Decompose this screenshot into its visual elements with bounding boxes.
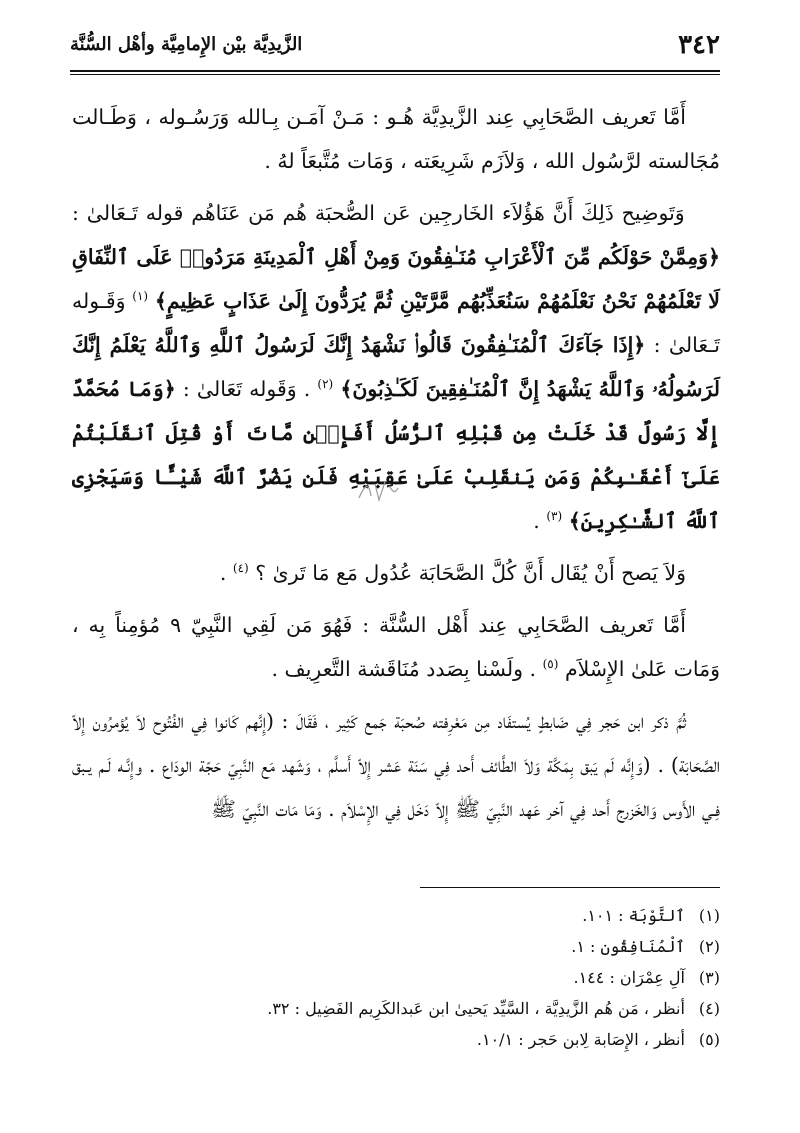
page-header	[70, 28, 720, 68]
quran-verse-al-imran: ﴿وَمَا مُحَمَّدٌ إِلَّا رَسُولٌ قَدْ خَلَتْ مِن قَبْلِهِ ٱلرُّسُلُ أَفَإِي۟ن مَّاتَ أَوْ قُتِلَ ٱنقَلَبْتُمْ عَلَىٰٓ أَعْقَـٰبِكُمْ وَمَن يَنقَلِبْ عَلَىٰ عَقِبَيْهِ فَلَن يَضُرَّ ٱللَّهَ شَيْـًٔا وَسَيَجْزِى ٱللَّهُ ٱلشَّـٰكِرِينَ﴾	[72, 377, 720, 533]
footnote-number: (٢)	[698, 937, 720, 956]
footnote-5	[72, 1024, 720, 1055]
footnote-number: (٥)	[698, 1030, 720, 1049]
paragraph-sunni-definition	[72, 603, 720, 691]
footnote-text: ٱلْمُنَافِقُون : ١.	[571, 937, 685, 956]
paragraph-text: .	[533, 509, 540, 533]
paragraph-text: . وَقَوله تَعَالىٰ :	[175, 377, 311, 401]
paragraph-text: .	[219, 561, 227, 585]
footnote-text: ٱلتَّوْبَة : ١٠١.	[582, 906, 685, 925]
paragraph-text: أَمَّا تَعريف الصَّحَابِي عِند الزَّيدِيَّة هُـو : مَـنْ آمَـن بِـالله وَرَسُـوله ، وَطَـالت مُجَالسته لرَّسُول الله ، وَلاَزَم شَرِيعَته ، وَمَات مُتَّبعَاً لهُ .	[72, 105, 720, 173]
paragraph-text: وَلاَ يَصح أَنْ يُقَال أَنَّ كُلَّ الصَّحَابَة عُدُول مَع مَا تَرىٰ ؟	[255, 561, 686, 585]
paragraph-text: أَمَّا تَعريف الصَّحَابِي عِند أَهْل السُّنَّة : فَهُوَ مَن لَقِي النَّبِيّ ٩ مُؤمِناً بِه ، وَمَات عَلىٰ الإِسْلاَم	[72, 613, 720, 681]
footnote-1	[72, 900, 720, 931]
footnote-ref-1[interactable]: (١)	[132, 289, 149, 304]
footnotes-divider	[420, 887, 720, 888]
footnote-text: أنظر ، الإِصَابة لِابن حَجر : ١٠/١.	[476, 1030, 685, 1049]
footnote-3	[72, 962, 720, 993]
footnote-text: آلِ عِمْرَان : ١٤٤.	[573, 968, 685, 987]
quran-verse-munafiqun: ﴿إِذَا جَآءَكَ ٱلْمُنَـٰفِقُونَ قَالُوا۟ نَشْهَدُ إِنَّكَ لَرَسُولُ ٱللَّهِ وَٱللَّهُ يَعْلَمُ إِنَّكَ لَرَسُولُهُۥ وَٱللَّهُ يَشْهَدُ إِنَّ ٱلْمُنَـٰفِقِينَ لَكَـٰذِبُونَ﴾	[72, 333, 720, 401]
paragraph-question	[72, 551, 720, 595]
paragraph-text: وَتَوضِيح ذَلِكَ أَنَّ هَؤُلاَء الخَارجِين عَن الصُّحبَة هُم مَن عَنَاهُم قوله تَـعَالىٰ :	[72, 201, 685, 225]
paragraph-text: وَقَـوله تَـعَالىٰ :	[72, 289, 720, 357]
footnote-ref-5[interactable]: (٥)	[542, 657, 559, 672]
page-number: ٣٤٢	[678, 30, 720, 60]
footnotes	[72, 900, 720, 1055]
footnote-ref-3[interactable]: (٣)	[546, 509, 563, 524]
paragraph-text: . ولَسْنا بِصَدد مُنَاقَشة التَّعرِيف .	[271, 657, 537, 681]
quran-verse-tawba: ﴿وَمِمَّنْ حَوْلَكُم مِّنَ ٱلْأَعْرَابِ مُنَـٰفِقُونَ وَمِنْ أَهْلِ ٱلْمَدِينَةِ مَرَدُوا۟ عَلَى ٱلنِّفَاقِ لَا تَعْلَمُهُمْ نَحْنُ نَعْلَمُهُمْ سَنُعَذِّبُهُم مَّرَّتَيْنِ ثُمَّ يُرَدُّونَ إِلَىٰ عَذَابٍ عَظِيمٍ﴾	[72, 245, 720, 313]
footnote-number: (٣)	[698, 968, 720, 987]
footnote-4	[72, 993, 720, 1024]
handwritten-margin-mark	[355, 478, 401, 504]
footnote-number: (٤)	[698, 999, 720, 1018]
paragraph-text: ثُمَّ ذكر ابن حَجر فِي ضَابطٍ يُستفَاد مِن مَعْرِفته صُحبَة جَمع كَثِير ، فَقَالَ : (إِنَّهم كَانوا فِي الفُتُوح لاَ يُؤمرُون إِلاّ الصَّحَابَة) . (وَإِنَّه لَم يَبق بِمَكَّة وَلاَ الطَّائف أَحد فِي سَنَة عَشر إِلاّ أَسلَّم ، وَشَهد مَع النَّبِيّ حَجّة الودَاع . وإِنَّـه لَـم يـبق فِـي الأَوس وَالخَزرج أَحد فِي آخر عَهد النَّبِيّ ﷺ إِلاّ دَخَل فِي الإِسْلاَم . وَمَا مَات النَّبِيّ ﷺ	[72, 709, 720, 821]
footnote-text: أنظر ، مَن هُم الزَّيدِيَّة ، السَّيِّد يَحيىٰ ابن عَبدالكَرِيم الفَضِيل : ٣٢.	[267, 999, 685, 1018]
footnote-ref-2[interactable]: (٢)	[317, 377, 334, 392]
paragraph-zaydi-definition	[72, 95, 720, 183]
footnote-2	[72, 931, 720, 962]
footnote-number: (١)	[698, 906, 720, 925]
footnote-ref-4[interactable]: (٤)	[232, 561, 249, 576]
running-title: الزَّيدِيَّة بيْن الإِمامِيَّة وأهْل السُّنَّة	[70, 34, 303, 55]
header-divider	[70, 70, 720, 75]
main-text	[72, 95, 720, 839]
paragraph-ibn-hajar	[72, 699, 720, 831]
